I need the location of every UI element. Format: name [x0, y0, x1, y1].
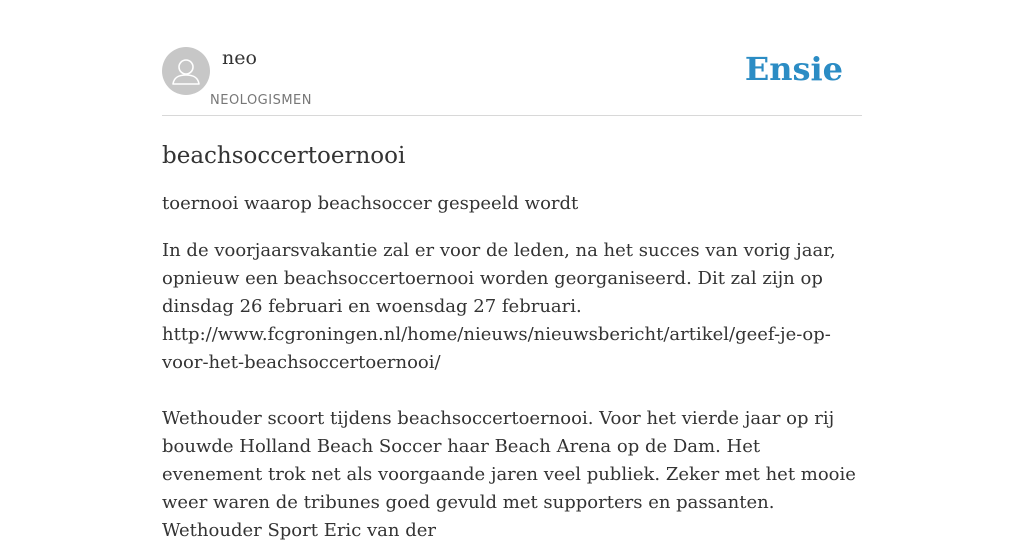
example-paragraph: In de voorjaarsvakantie zal er voor de leden, na het succes van vorig jaar, opnieuw een beachsoccertoernooi worden georganiseerd. Dit zal zijn op dinsdag 26 februari en woensdag 27 februari.: [162, 240, 836, 317]
example-url: http://www.fcgroningen.nl/home/nieuws/nieuwsbericht/artikel/geef-je-op-voor-het-beachsoccertoernooi/: [162, 324, 831, 373]
ensie-logo[interactable]: Ensie: [744, 50, 843, 88]
username[interactable]: neo: [222, 47, 257, 69]
example-paragraph: Wethouder scoort tijdens beachsoccertoernooi. Voor het vierde jaar op rij bouwde Holland Beach Soccer haar Beach Arena op de Dam. Het evenement trok net als voorgaande jaren veel publiek. Zeker met het mooie weer waren de tribunes goed gevuld met supporters en passanten. Wethouder Sport Eric van der: [162, 408, 856, 541]
header: [162, 0, 862, 116]
user-icon: [162, 47, 210, 95]
avatar[interactable]: [162, 47, 210, 95]
content-container: [162, 0, 862, 545]
entry-definition: toernooi waarop beachsoccer gespeeld wordt: [162, 193, 579, 214]
category-link[interactable]: NEOLOGISMEN: [210, 93, 312, 108]
entry-example: [162, 237, 862, 545]
entry-title: beachsoccertoernooi: [162, 143, 406, 169]
